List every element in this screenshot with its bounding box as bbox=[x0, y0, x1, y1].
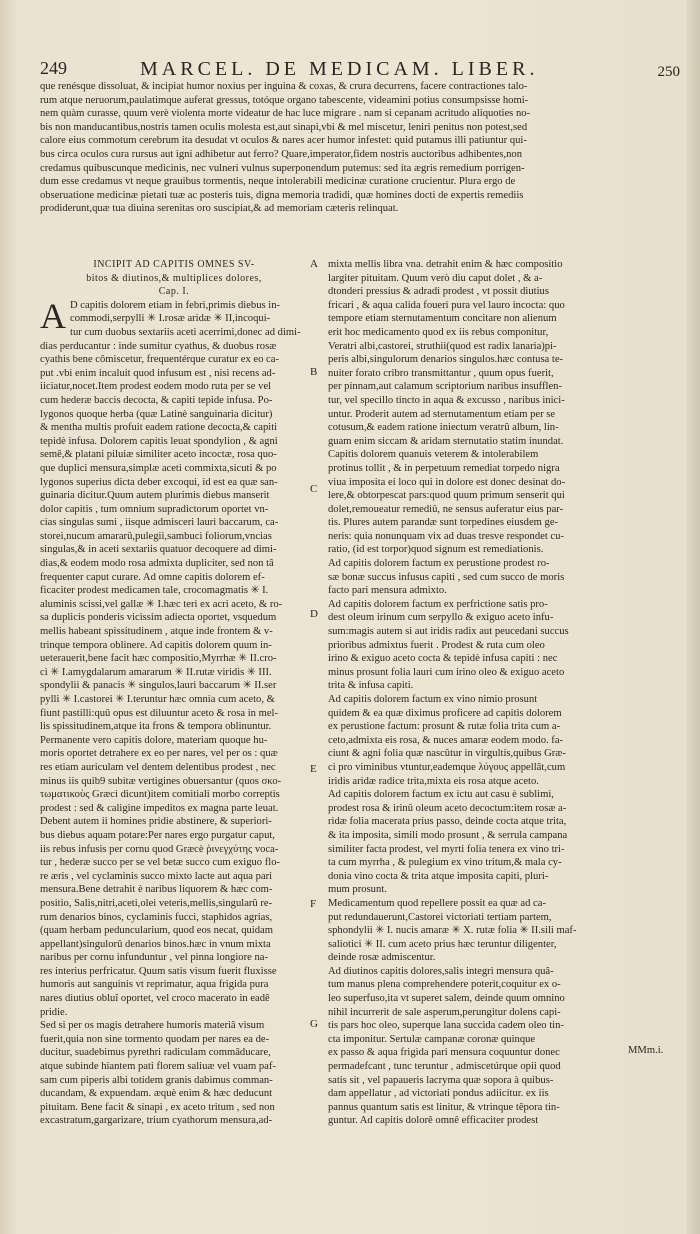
folio-number-left: 249 bbox=[40, 58, 67, 78]
text-line: lygonos superius dicta deber excoqui, id est ea quæ san- bbox=[40, 476, 278, 488]
text-line: res interius perfricatur. Quum satis visum fuerit fluxisse bbox=[40, 965, 277, 977]
text-line: Ad capitis dolorem factum ex ictu aut casu è sublimi, bbox=[328, 789, 554, 801]
text-line: Medicamentum quod repellere possit ea quæ ad ca- bbox=[328, 897, 546, 909]
text-line: minus iis quib9 subitæ vertigines obuersantur (quos σκο- bbox=[40, 775, 282, 787]
text-line: pannus quantum satis est linitur, & vtrinque têpora tin- bbox=[328, 1101, 560, 1113]
text-line: τωματικοὺς Græci dicunt)item comitiali morbo correptis bbox=[40, 789, 280, 801]
text-line: tur, vel specillo tincto in aqua & excusso , naribus inici- bbox=[328, 394, 565, 406]
text-line: ex perustione factum: prosunt & rutæ folia trita cum a- bbox=[328, 721, 561, 733]
text-line: cta imponitur. Sertulæ campanæ coronæ quinque bbox=[328, 1033, 536, 1045]
margin-letter: A bbox=[310, 258, 318, 270]
text-line: ueterauerit,bene facit hæc compositio,Myrrhæ ✳ II.cro- bbox=[40, 653, 277, 665]
text-line: moris oportet detrahere ex eo per nares, vel per os : quæ bbox=[40, 748, 278, 760]
text-line: ficaciter prodest medicamen tale, crocomagmatis ✳ I. bbox=[40, 585, 269, 597]
text-line: guam enim siccam & aridam sternutatio statim inundat. bbox=[328, 435, 564, 447]
text-line: humoris aut sanguinis vt reprimatur, aqua frigida pura bbox=[40, 979, 269, 991]
text-line: ridæ folia macerata prius passo, deinde cocta atque trita, bbox=[328, 816, 567, 828]
text-line: nihil incurrerit de sale asperum,perungitur dolens capi- bbox=[328, 1006, 561, 1018]
text-line: cyathis bene cômiscetur, frequentérque curatur ex eo ca- bbox=[40, 354, 279, 366]
text-line: pylli ✳ I.castorei ✳ I.teruntur hæc omnia cum aceto, & bbox=[40, 694, 275, 705]
chapter-number: Cap. I. bbox=[158, 286, 190, 298]
folio-number-right: 250 bbox=[657, 64, 680, 80]
text-line: tis. Plures autem parandæ sunt torpedines eiusdem ge- bbox=[328, 517, 559, 529]
text-line: tepidè infusa. Dolorem capitis leuat spondylion , & agni bbox=[40, 435, 278, 447]
text-line: naribus per cornu infunduntur , vel pinna longiore na- bbox=[40, 952, 268, 964]
intro-line: credamus quibuscunque medicinis, nec vulneri vulnus superponendum putemus: sed ita ægris remedium porrigen- bbox=[40, 162, 525, 174]
text-line: trinque tempora oblinere. Ad capitis dolorem quum in- bbox=[40, 639, 272, 651]
text-line: ceto,admixta eis rosa, & nuces amaræ eodem modo. fa- bbox=[328, 734, 564, 746]
text-line: iiciatur,nocet.Item prodest eodem modo ruta per se vel bbox=[40, 381, 272, 393]
text-line: erit hoc medicamento quod ex iis rebus componitur, bbox=[328, 326, 549, 338]
text-line: sum:magis autem si aut iridis radix aut peucedani succus bbox=[328, 626, 569, 638]
text-line: nuiter forato cribro transmittantur , quum opus fuerit, bbox=[328, 367, 554, 379]
right-column-text bbox=[328, 258, 670, 1128]
text-line: fiunt pastilli:quû opus est diluuntur aceto & rosa in mel- bbox=[40, 707, 279, 719]
text-line: prodest rosa & irinû oleum aceto decoctum:item rosæ a- bbox=[328, 802, 567, 814]
text-line: Ad capitis dolorem factum ex perustione prodest ro- bbox=[328, 558, 550, 570]
text-line: similiter facta prodest, vel myrti folia tenera ex vino tri- bbox=[328, 843, 565, 855]
text-line: & mentha multis profuit eadem ratione decocta,& capiti bbox=[40, 422, 278, 434]
text-line: facto pari mensura admixto. bbox=[328, 585, 447, 597]
text-line: commodi,serpylli ✳ I.rosæ aridæ ✳ II,incoqui- bbox=[70, 313, 271, 325]
text-line: cum hederæ baccis decocta, & capiti tepide infusa. Po- bbox=[40, 394, 273, 406]
margin-letter: F bbox=[310, 898, 317, 910]
text-line: put redundauerunt,Castorei victoriati tertiam partem, bbox=[328, 911, 552, 923]
intro-line: que renésque dissoluat, & incipiat humor noxius per inguina & coxas, & crura decurrens, facere contractiones talo- bbox=[40, 81, 528, 92]
text-line: sa duplicis ponderis vicissim adiecta oportet, vsquedum bbox=[40, 612, 277, 624]
text-line: res etiam auriculam vel dentem delentibus prodest , nec bbox=[40, 761, 276, 773]
text-line: Ad capitis dolorem factum ex vino nimio prosunt bbox=[328, 694, 538, 705]
intro-line: rum atque neruorum,paulatimque auferat gressus, totóque organo tabescente, videamini potius consumpsisse homi- bbox=[40, 94, 529, 106]
text-line: dam appellatur , ad victoriati pondus adiicitur. ex iis bbox=[328, 1088, 549, 1100]
page-edge bbox=[686, 0, 700, 1234]
text-line: sam cum piperis albi totidem granis dabimus comman- bbox=[40, 1074, 273, 1086]
margin-letter: E bbox=[310, 763, 317, 775]
intro-line: bus circa oculos cura rursus aut igni adhibetur aut ferro? Quare,imperator,fidem nostris auctoribus adhibentes,non bbox=[40, 148, 523, 160]
text-line: ex passo & aqua frigida pari mensura coquuntur donec bbox=[328, 1047, 560, 1059]
text-line: re æris , vel cyclaminis succo mixto lacte aut aqua pari bbox=[40, 870, 273, 882]
text-line: positio, Salis,nitri,aceti,olei veteris,mellis,singularû re- bbox=[40, 897, 273, 909]
text-line: Ad capitis dolorem factum ex perfrictione satis pro- bbox=[328, 598, 548, 610]
text-line: spondylii & panacis ✳ singulos,lauri baccarum ✳ II.ser bbox=[40, 680, 277, 692]
text-line: lygonos quoque herba (quæ Latinè sanguinaria dicitur) bbox=[40, 408, 273, 420]
text-line: satis sit , vel papaueris lacryma quæ sopora à quibus- bbox=[328, 1074, 554, 1086]
margin-letter: G bbox=[310, 1018, 318, 1030]
text-line: guinaria dicitur.Quum autem plurimis diebus manserit bbox=[40, 490, 270, 502]
intro-line: dum esse credamus vt neque grauibus tormentis, neque intolerabili medicinæ curatione crucientur. Plura ergo de bbox=[40, 176, 516, 188]
text-line: sphondylii ✳ I. nucis amaræ ✳ X. rutæ folia ✳ II.sili maf- bbox=[328, 925, 577, 937]
text-line: fricari , & aqua calida foueri pura vel lauro incocta: quo bbox=[328, 299, 565, 311]
text-line: dias,& eodem modo rosa admixta dupliciter, sed non tâ bbox=[40, 558, 274, 570]
text-line: dtonderi pressius & adradi prodest , vt possit diutius bbox=[328, 286, 549, 298]
text-line: cias singulas sumi , iisque admisceri lauri baccarum, ca- bbox=[40, 517, 279, 529]
text-line: pituitam. Bene facit & sinapi , ex aceto tritum , sed non bbox=[40, 1101, 275, 1113]
text-line: (quam herbam peduncularium, quod eos necat, quidam bbox=[40, 925, 273, 937]
text-line: ci pro viminibus vtuntur,eademque λύγους appellât,cum bbox=[328, 761, 566, 773]
text-line: lere,& obtorpescat pars:quod quum primum senserit qui bbox=[328, 490, 565, 502]
text-line: que duplici mensura,simplæ aceti commixta,sicuti & po bbox=[40, 462, 277, 474]
text-line: irino & exiguo aceto cocta & tepidè infusa capiti : nec bbox=[328, 653, 558, 665]
text-line: guntur. Ad capitis dolorê omnê efficaciter prodest bbox=[328, 1115, 539, 1127]
text-line: iis rebus infusis per cornu quod Græcè ῥινεγχύτης voca- bbox=[40, 843, 279, 855]
text-line: dest oleum irinum cum serpyllo & exiguo aceto infu- bbox=[328, 612, 554, 624]
text-line: Sed si per os magis detrahere humoris materiâ visum bbox=[40, 1020, 265, 1032]
text-line: ci ✳ I.amygdalarum amararum ✳ II.rutæ viridis ✳ III. bbox=[40, 666, 272, 678]
margin-section-letters bbox=[310, 258, 326, 1058]
text-line: minus prosunt folia lauri cum irino oleo & exiguo aceto bbox=[328, 666, 565, 678]
text-line: lis spissitudinem,atque ita frons & tempora oblinuntur. bbox=[40, 721, 272, 733]
drop-cap: A bbox=[40, 295, 66, 336]
text-line: untur. Proderit autem ad sternutamentum etiam per se bbox=[328, 408, 556, 420]
text-line: ratio, (id est torpor)quod signum est remediationis. bbox=[328, 544, 544, 556]
text-line: tempore etiam sternutamentum concitare non alienum bbox=[328, 313, 557, 325]
text-line: fuerit,quia non sine tormento quodam per nares ea de- bbox=[40, 1033, 270, 1045]
text-line: mellis habeant spissitudinem , atque inde frontem & v- bbox=[40, 626, 273, 638]
text-line: tur , hederæ succo per se vel betæ succo cum exiguo flo- bbox=[40, 857, 281, 869]
text-line: mixta mellis libra vna. detrahit enim & hæc compositio bbox=[328, 259, 563, 270]
intro-line: prodiderunt,quæ tua diuina serenitas oro suscipiat,& ad memoriam cæteris relinquat. bbox=[40, 203, 399, 215]
text-line: dolor capitis , tum omnium supradictorum oportet vn- bbox=[40, 503, 269, 515]
text-line: per pinnam,aut calamum scriptorium naribus insufflen- bbox=[328, 381, 562, 393]
text-line: prodest : sed & caligine impeditos ex magna parte leuat. bbox=[40, 802, 279, 814]
text-line: Permanente vero capitis dolore, materiam quoque hu- bbox=[40, 734, 268, 746]
text-line: tur cum duobus sextariis aceti acerrimi,donec ad dimi- bbox=[70, 326, 301, 338]
text-line: ciunt & agni folia quæ nascûtur in virgultis,quibus Græ- bbox=[328, 748, 566, 760]
text-line: frequenter caput curare. Ad omne capitis dolorem ef- bbox=[40, 571, 265, 583]
text-line: prioribus admixtus fuerit . Prodest & ruta cum oleo bbox=[328, 639, 545, 651]
text-line: pridie. bbox=[40, 1006, 68, 1018]
text-line: mum prosunt. bbox=[328, 884, 387, 896]
intro-line: calore eius commotum cerebrum ita desudat vt oculos & nares acer humor infestet: quid putamus illi patiuntur qui- bbox=[40, 135, 527, 147]
chapter-heading-line-2: bitos & diutinos,& multiplices dolores, bbox=[86, 272, 262, 284]
text-line: ducandam, & expuendam. æquè enim & hæc deducunt bbox=[40, 1088, 273, 1100]
text-line: dias perducantur : inde sumitur cyathus, & duobus rosæ bbox=[40, 340, 277, 352]
text-line: aluminis scissi,vel gallæ ✳ I.hæc teri ex acri aceto, & ro- bbox=[40, 598, 283, 610]
signature-mark: MMm.i. bbox=[628, 1045, 664, 1056]
intro-paragraph bbox=[40, 80, 670, 216]
text-line: bus diebus aquam potare:Per nares ergo purgatur caput, bbox=[40, 829, 275, 841]
text-line: quidem & ea quæ diximus proficere ad capitis dolorem bbox=[328, 707, 562, 719]
text-line: largiter pituitam. Quum verò diu caput dolet , & a- bbox=[328, 272, 543, 284]
margin-letter: D bbox=[310, 608, 318, 620]
text-line: appellant)singulorû denarios binos.hæc in vnum mixta bbox=[40, 938, 271, 950]
running-title: MARCEL. DE MEDICAM. LIBER. bbox=[140, 58, 539, 80]
text-line: Capitis dolorem quanuis veterem & intolerabilem bbox=[328, 449, 539, 461]
text-line: cotusum,& eadem ratione iniectum veratrû album, lin- bbox=[328, 422, 559, 434]
text-line: saliotici ✳ II. cum aceto prius hæc teruntur diligenter, bbox=[328, 938, 557, 950]
text-line: ducitur, suadebimus pyrethri radiculam commâducare, bbox=[40, 1047, 271, 1059]
text-line: D capitis dolorem etiam in febri,primis diebus in- bbox=[70, 299, 281, 311]
text-line: protinus tollit , & in perpetuum remediat torpedo nigra bbox=[328, 462, 560, 474]
left-column bbox=[40, 258, 308, 1128]
text-line: donia vino cocta & trita atque imposita capiti, pluri- bbox=[328, 870, 549, 882]
text-line: trita & infusa capiti. bbox=[328, 680, 414, 692]
chapter-heading-line-1: INCIPIT AD CAPITIS OMNES SV- bbox=[93, 259, 255, 270]
margin-letter: C bbox=[310, 483, 318, 495]
text-line: tum manus plena comprehendere poterit,coquitur ex o- bbox=[328, 979, 561, 991]
text-line: peris albi,singulorum denarios singulos.hæc contusa te- bbox=[328, 354, 564, 366]
text-line: leo superfuso,ita vt superet salem, deinde quum omnino bbox=[328, 993, 565, 1005]
text-line: tis pars hoc oleo, superque lana succida cadem oleo tin- bbox=[328, 1020, 564, 1032]
text-line: singulas,& in aceti sextariis quatuor decoquere ad dimi- bbox=[40, 544, 277, 556]
text-line: permadefcant , tunc teruntur , admiscetúrque opii quod bbox=[328, 1061, 561, 1073]
text-line: storei,nucum amararû,pulegii,sambuci foliorum,vncias bbox=[40, 530, 272, 542]
intro-line: nem quàm curasse, quum verè violenta morte videatur de hac luce migrare . nam si cepanam acritudo aliquoties no- bbox=[40, 108, 531, 120]
text-line: mensura.Bene detrahit è naribus liquorem & hæc com- bbox=[40, 884, 273, 896]
text-line: put .vbi enim incaluit quod infusum est , nisi recens ad- bbox=[40, 367, 276, 379]
text-line: atque subinde hiantem pati florem saliuæ vel vuam paf- bbox=[40, 1061, 276, 1073]
text-line: Veratri albi,castorei, struthii(quod est radix lanaria)pi- bbox=[328, 340, 557, 352]
text-line: sæ bonæ succus infusus capiti , sed cum succo de moris bbox=[328, 571, 565, 583]
text-line: Debent autem ii homines pridie abstinere, & superiori- bbox=[40, 816, 272, 828]
text-line: viua imposita ei loco qui in dolore est donec desinat do- bbox=[328, 476, 566, 488]
text-line: deinde rosæ admiscentur. bbox=[328, 952, 436, 964]
intro-line: bis non manducantibus,nostris tamen oculis molesta est,aut sinapi,vbi & mel miscetur, leniri penitus non potest,sed bbox=[40, 121, 528, 133]
left-column-text bbox=[40, 295, 308, 1128]
text-line: iridis aridæ radice trita,mixta eis rosa atque aceto. bbox=[328, 775, 539, 787]
text-line: nares diutius obluî oportet, vel croco macerato in eadê bbox=[40, 993, 270, 1005]
text-line: ta cum myrrha , & pulegium ex vino tritum,& mala cy- bbox=[328, 857, 562, 869]
right-column bbox=[328, 258, 670, 1128]
intro-line: obseruatione medicinæ pietati tuæ ac posteris tuis, digna memoria tradidi, quæ homines docti de expertis remediis bbox=[40, 189, 524, 201]
text-line: rum denarios binos, cyclaminis fucci, staphidos agrias, bbox=[40, 911, 273, 923]
margin-letter: B bbox=[310, 366, 318, 378]
text-line: Ad diutinos capitis dolores,salis integri mensura quâ- bbox=[328, 965, 554, 977]
text-line: & ita imposita, simili modo prosunt , & serrula campana bbox=[328, 829, 568, 841]
text-line: excastratum,gargarizare, trium cyathorum mensura,ad- bbox=[40, 1115, 273, 1127]
text-line: neris: quia nonunquam vix ad duas tresve respondet cu- bbox=[328, 530, 564, 542]
text-line: semê,& platani piluiæ similiter aceto incoctæ, rosa quo- bbox=[40, 449, 277, 461]
text-line: dolet,remoueatur remediû, ne sensus auferatur eius par- bbox=[328, 503, 564, 515]
